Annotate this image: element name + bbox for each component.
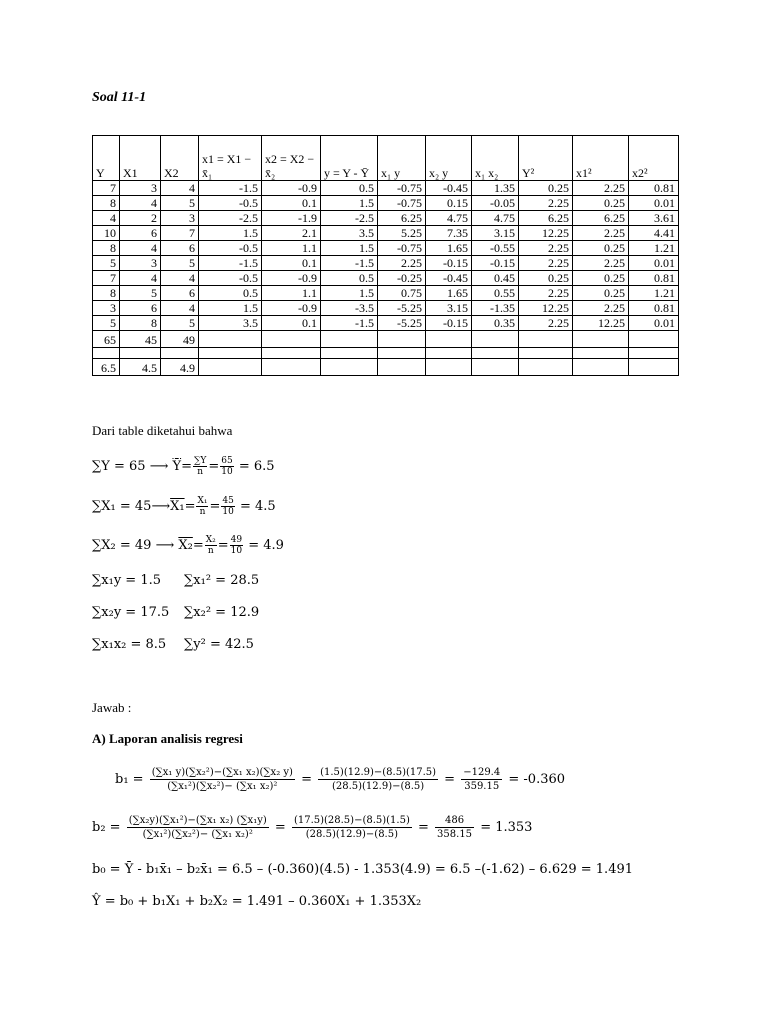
- table-header-row: [93, 136, 679, 181]
- table-cell: 6: [120, 226, 161, 241]
- table-cell: 2.25: [519, 241, 573, 256]
- table-cell: 1.65: [426, 286, 472, 301]
- table-cell: 6: [161, 241, 199, 256]
- table-cell: -1.5: [199, 256, 262, 271]
- table-cell: 0.55: [472, 286, 519, 301]
- x1bar-symbol: X₁: [170, 499, 185, 514]
- b2-equation: b₂ = $\frac{\text{(∑x₂y)(∑x₁²)−(∑x₁ x₂) (∑x₁y)}}{\text{(∑x₁²)(∑x₂²)− (∑x₁ x₂)²}}$ = $\frac{(17.5)(28.5)-(8.5)(1.5)}{(28.5)(12.9)-(8.5)}$ = $\frac{486}{358.15}$ = 1.353: [92, 815, 533, 840]
- section-a-heading: A) Laporan analisis regresi: [92, 731, 243, 746]
- sum-x1sq-text: ∑x₁² = 28.5: [184, 573, 260, 588]
- table-cell: 4.75: [472, 211, 519, 226]
- table-cell: 7: [93, 181, 120, 196]
- table-cell: 4.75: [426, 211, 472, 226]
- fraction: $\frac{486}{358.15}$: [437, 815, 473, 840]
- table-cell: 0.75: [378, 286, 426, 301]
- table-row: [93, 256, 679, 271]
- table-row: [93, 226, 679, 241]
- sum-ysq-text: ∑y² = 42.5: [184, 637, 254, 652]
- table-cell: -0.45: [426, 181, 472, 196]
- fraction: $\frac{45}{10}$: [222, 496, 234, 517]
- table-cell: 6: [120, 301, 161, 316]
- x2bar-symbol: X₂: [178, 538, 193, 553]
- table-cell: 1.65: [426, 241, 472, 256]
- table-row: [93, 271, 679, 286]
- table-cell: -0.75: [378, 241, 426, 256]
- table-cell: 12.25: [519, 226, 573, 241]
- sum-x1-line: ∑X₁ = 45⟶X₁= $\frac{\text{X₁}}{n}$ = $\frac{45}{10}$ = 4.5: [92, 496, 276, 517]
- header-cell: x₂ y: [426, 136, 472, 181]
- table-cell: -1.5: [321, 256, 378, 271]
- table-cell: 1.5: [199, 226, 262, 241]
- table-cell: 1.1: [262, 241, 321, 256]
- table-cell: 2.25: [573, 301, 629, 316]
- sum-x1y-line: [92, 573, 260, 588]
- header-cell: x2 = X2 − x̄₂: [262, 136, 321, 181]
- blank-row: [93, 348, 679, 359]
- table-cell: 5: [161, 256, 199, 271]
- table-cell: 4: [120, 241, 161, 256]
- table-cell: -0.75: [378, 196, 426, 211]
- table-cell: 12.25: [573, 316, 629, 331]
- table-cell: 3: [161, 211, 199, 226]
- table-cell: 0.81: [629, 271, 679, 286]
- table-cell: 2.25: [573, 256, 629, 271]
- table-cell: 0.5: [321, 181, 378, 196]
- table-cell: -0.5: [199, 196, 262, 211]
- table-cell: -0.15: [426, 316, 472, 331]
- table-cell: 5.25: [378, 226, 426, 241]
- table-cell: 4: [161, 271, 199, 286]
- mean-cell: 4.9: [161, 359, 199, 376]
- table-cell: 8: [93, 196, 120, 211]
- table-cell: 1.1: [262, 286, 321, 301]
- table-cell: 5: [161, 316, 199, 331]
- table-cell: 5: [120, 286, 161, 301]
- table-cell: 2.25: [519, 196, 573, 211]
- fraction: $\frac{(17.5)(28.5)-(8.5)(1.5)}{(28.5)(12.9)-(8.5)}$: [293, 815, 410, 840]
- sum-cell: 45: [120, 331, 161, 348]
- table-cell: 0.5: [199, 286, 262, 301]
- fraction: $\frac{\text{(∑x₁ y)(∑x₂²)−(∑x₁ x₂)(∑x₂ y)}}{\text{(∑x₁²)(∑x₂²)− (∑x₁ x₂)²}}$: [151, 767, 293, 792]
- table-cell: -1.9: [262, 211, 321, 226]
- table-cell: 10: [93, 226, 120, 241]
- sum-cell: 49: [161, 331, 199, 348]
- sum-x1x2-text: ∑x₁x₂ = 8.5: [92, 637, 167, 652]
- table-cell: 0.01: [629, 256, 679, 271]
- table-cell: 4.41: [629, 226, 679, 241]
- fraction: $\frac{\text{X₂}}{n}$: [205, 535, 216, 556]
- table-cell: 8: [120, 316, 161, 331]
- header-cell: y = Y - Ȳ: [321, 136, 378, 181]
- sum-x1x2-line: [92, 637, 254, 652]
- b1-equation: b₁ = $\frac{\text{(∑x₁ y)(∑x₂²)−(∑x₁ x₂)(∑x₂ y)}}{\text{(∑x₁²)(∑x₂²)− (∑x₁ x₂)²}}$ = $\frac{(1.5)(12.9)-(8.5)(17.5)}{(28.5)(12.9)-(8.5)}$ = $\frac{-129.4}{359.15}$ = -0.360: [115, 767, 566, 792]
- table-row: [93, 181, 679, 196]
- fraction: $\frac{65}{10}$: [221, 456, 233, 477]
- result-text: = 6.5: [238, 459, 275, 474]
- table-cell: 3.15: [426, 301, 472, 316]
- sum-x1-text: ∑X₁ = 45⟶: [92, 499, 171, 514]
- table-cell: -1.35: [472, 301, 519, 316]
- table-cell: 1.5: [321, 286, 378, 301]
- table-cell: 3: [93, 301, 120, 316]
- sum-x2y-text: ∑x₂y = 17.5: [92, 605, 170, 620]
- table-cell: 0.25: [573, 241, 629, 256]
- b2-label: b₂ =: [92, 820, 121, 835]
- header-cell: x1²: [573, 136, 629, 181]
- table-cell: 1.5: [199, 301, 262, 316]
- table-row: [93, 286, 679, 301]
- header-cell: Y: [93, 136, 120, 181]
- table-cell: 0.5: [321, 271, 378, 286]
- table-cell: 3.5: [321, 226, 378, 241]
- table-cell: 0.25: [519, 271, 573, 286]
- table-cell: 4: [161, 301, 199, 316]
- mean-row: [93, 359, 679, 376]
- b1-result: = -0.360: [508, 772, 566, 787]
- table-cell: -0.25: [378, 271, 426, 286]
- table-cell: 12.25: [519, 301, 573, 316]
- b2-result: = 1.353: [480, 820, 533, 835]
- table-cell: 2.25: [573, 226, 629, 241]
- table-cell: 3.15: [472, 226, 519, 241]
- data-table: [92, 135, 679, 376]
- table-cell: 8: [93, 286, 120, 301]
- answer-label: Jawab :: [92, 700, 132, 715]
- table-cell: 0.1: [262, 316, 321, 331]
- sum-x2-line: ∑X₂ = 49 ⟶ X₂= $\frac{\text{X₂}}{n}$ = $\frac{49}{10}$ = 4.9: [92, 535, 284, 556]
- table-cell: 3: [120, 256, 161, 271]
- table-cell: 0.1: [262, 196, 321, 211]
- b0-equation: b₀ = Ȳ - b₁x̄₁ – b₂x̄₁ = 6.5 – (-0.360)(4.5) - 1.353(4.9) = 6.5 –(-1.62) – 6.629 = 1.491: [92, 862, 634, 877]
- header-cell: x1 = X1 − x̄₁: [199, 136, 262, 181]
- sum-x2-text: ∑X₂ = 49 ⟶: [92, 538, 175, 553]
- table-cell: 0.25: [519, 181, 573, 196]
- table-cell: -0.55: [472, 241, 519, 256]
- fraction: $\frac{(1.5)(12.9)-(8.5)(17.5)}{(28.5)(12.9)-(8.5)}$: [320, 767, 437, 792]
- fraction: $\frac{49}{10}$: [230, 535, 243, 556]
- mean-cell: 6.5: [93, 359, 120, 376]
- table-cell: 2.25: [573, 181, 629, 196]
- fraction: $\frac{\sum Y}{n}$: [193, 456, 207, 477]
- table-cell: 0.81: [629, 301, 679, 316]
- regression-equation: Ŷ = b₀ + b₁X₁ + b₂X₂ = 1.491 – 0.360X₁ + 1.353X₂: [92, 894, 422, 909]
- mean-cell: 4.5: [120, 359, 161, 376]
- table-cell: 6.25: [573, 211, 629, 226]
- table-cell: 1.5: [321, 241, 378, 256]
- table-row: [93, 241, 679, 256]
- table-cell: 6.25: [378, 211, 426, 226]
- table-cell: -0.9: [262, 301, 321, 316]
- table-cell: 1.5: [321, 196, 378, 211]
- table-cell: 7: [161, 226, 199, 241]
- ybar-symbol: $\overline{Ȳ}$: [172, 459, 182, 474]
- fraction: $\frac{-129.4}{359.15}$: [463, 767, 501, 792]
- table-cell: -0.45: [426, 271, 472, 286]
- table-cell: 0.45: [472, 271, 519, 286]
- header-cell: x₁ y: [378, 136, 426, 181]
- result-text: = 4.5: [239, 499, 276, 514]
- table-cell: 2.25: [519, 286, 573, 301]
- table-cell: 1.21: [629, 286, 679, 301]
- table-cell: 6.25: [519, 211, 573, 226]
- table-cell: 1.35: [472, 181, 519, 196]
- result-text: = 4.9: [248, 538, 284, 553]
- table-row: [93, 211, 679, 226]
- table-cell: -2.5: [199, 211, 262, 226]
- table-cell: 1.21: [629, 241, 679, 256]
- table-cell: 6: [161, 286, 199, 301]
- intro-text: Dari table diketahui bahwa: [92, 423, 233, 438]
- table-cell: 5: [93, 256, 120, 271]
- table-cell: -0.75: [378, 181, 426, 196]
- fraction: $\frac{\text{X₁}}{n}$: [197, 496, 208, 517]
- table-cell: -1.5: [321, 316, 378, 331]
- table-cell: 2.25: [378, 256, 426, 271]
- table-cell: 0.01: [629, 196, 679, 211]
- header-cell: X1: [120, 136, 161, 181]
- table-cell: -0.05: [472, 196, 519, 211]
- table-cell: 4: [161, 181, 199, 196]
- table-cell: 2: [120, 211, 161, 226]
- table-cell: 8: [93, 241, 120, 256]
- table-cell: -0.15: [472, 256, 519, 271]
- table-row: [93, 316, 679, 331]
- table-cell: 3: [120, 181, 161, 196]
- table-cell: -5.25: [378, 301, 426, 316]
- table-cell: 4: [120, 271, 161, 286]
- table-cell: -5.25: [378, 316, 426, 331]
- header-cell: X2: [161, 136, 199, 181]
- table-cell: 7.35: [426, 226, 472, 241]
- sum-x1y-text: ∑x₁y = 1.5: [92, 573, 161, 588]
- table-cell: -2.5: [321, 211, 378, 226]
- table-row: [93, 196, 679, 211]
- table-cell: 4: [93, 211, 120, 226]
- table-cell: 2.25: [519, 256, 573, 271]
- b1-label: b₁ =: [115, 772, 144, 787]
- header-cell: x2²: [629, 136, 679, 181]
- sum-x2y-line: [92, 605, 260, 620]
- table-cell: 0.25: [573, 286, 629, 301]
- table-cell: -0.9: [262, 181, 321, 196]
- table-cell: 3.5: [199, 316, 262, 331]
- header-cell: Y²: [519, 136, 573, 181]
- table-cell: 0.81: [629, 181, 679, 196]
- table-cell: 5: [93, 316, 120, 331]
- page-title: Soal 11-1: [92, 90, 147, 105]
- table-cell: 7: [93, 271, 120, 286]
- table-cell: 5: [161, 196, 199, 211]
- sum-y-text: ∑Y = 65 ⟶: [92, 459, 169, 474]
- table-cell: -0.15: [426, 256, 472, 271]
- table-cell: 2.25: [519, 316, 573, 331]
- table-cell: 0.25: [573, 196, 629, 211]
- sum-x2sq-text: ∑x₂² = 12.9: [184, 605, 260, 620]
- table-cell: -0.9: [262, 271, 321, 286]
- table-cell: 2.1: [262, 226, 321, 241]
- table-cell: 0.25: [573, 271, 629, 286]
- sum-cell: 65: [93, 331, 120, 348]
- table-cell: -3.5: [321, 301, 378, 316]
- table-cell: 0.1: [262, 256, 321, 271]
- table-cell: 3.61: [629, 211, 679, 226]
- sum-row: [93, 331, 679, 348]
- sum-y-line: ∑Y = 65 ⟶ $\overline{Ȳ}=$ $\frac{\sum Y}{n}$ = $\frac{65}{10}$ = 6.5: [92, 456, 275, 477]
- table-cell: 0.15: [426, 196, 472, 211]
- table-cell: -0.5: [199, 241, 262, 256]
- header-cell: x₁ x₂: [472, 136, 519, 181]
- table-cell: 0.35: [472, 316, 519, 331]
- table-cell: 0.01: [629, 316, 679, 331]
- table-cell: 4: [120, 196, 161, 211]
- table-row: [93, 301, 679, 316]
- table-cell: -0.5: [199, 271, 262, 286]
- table-cell: -1.5: [199, 181, 262, 196]
- fraction: $\frac{\text{(∑x₂y)(∑x₁²)−(∑x₁ x₂) (∑x₁y)}}{\text{(∑x₁²)(∑x₂²)− (∑x₁ x₂)²}}$: [128, 815, 267, 840]
